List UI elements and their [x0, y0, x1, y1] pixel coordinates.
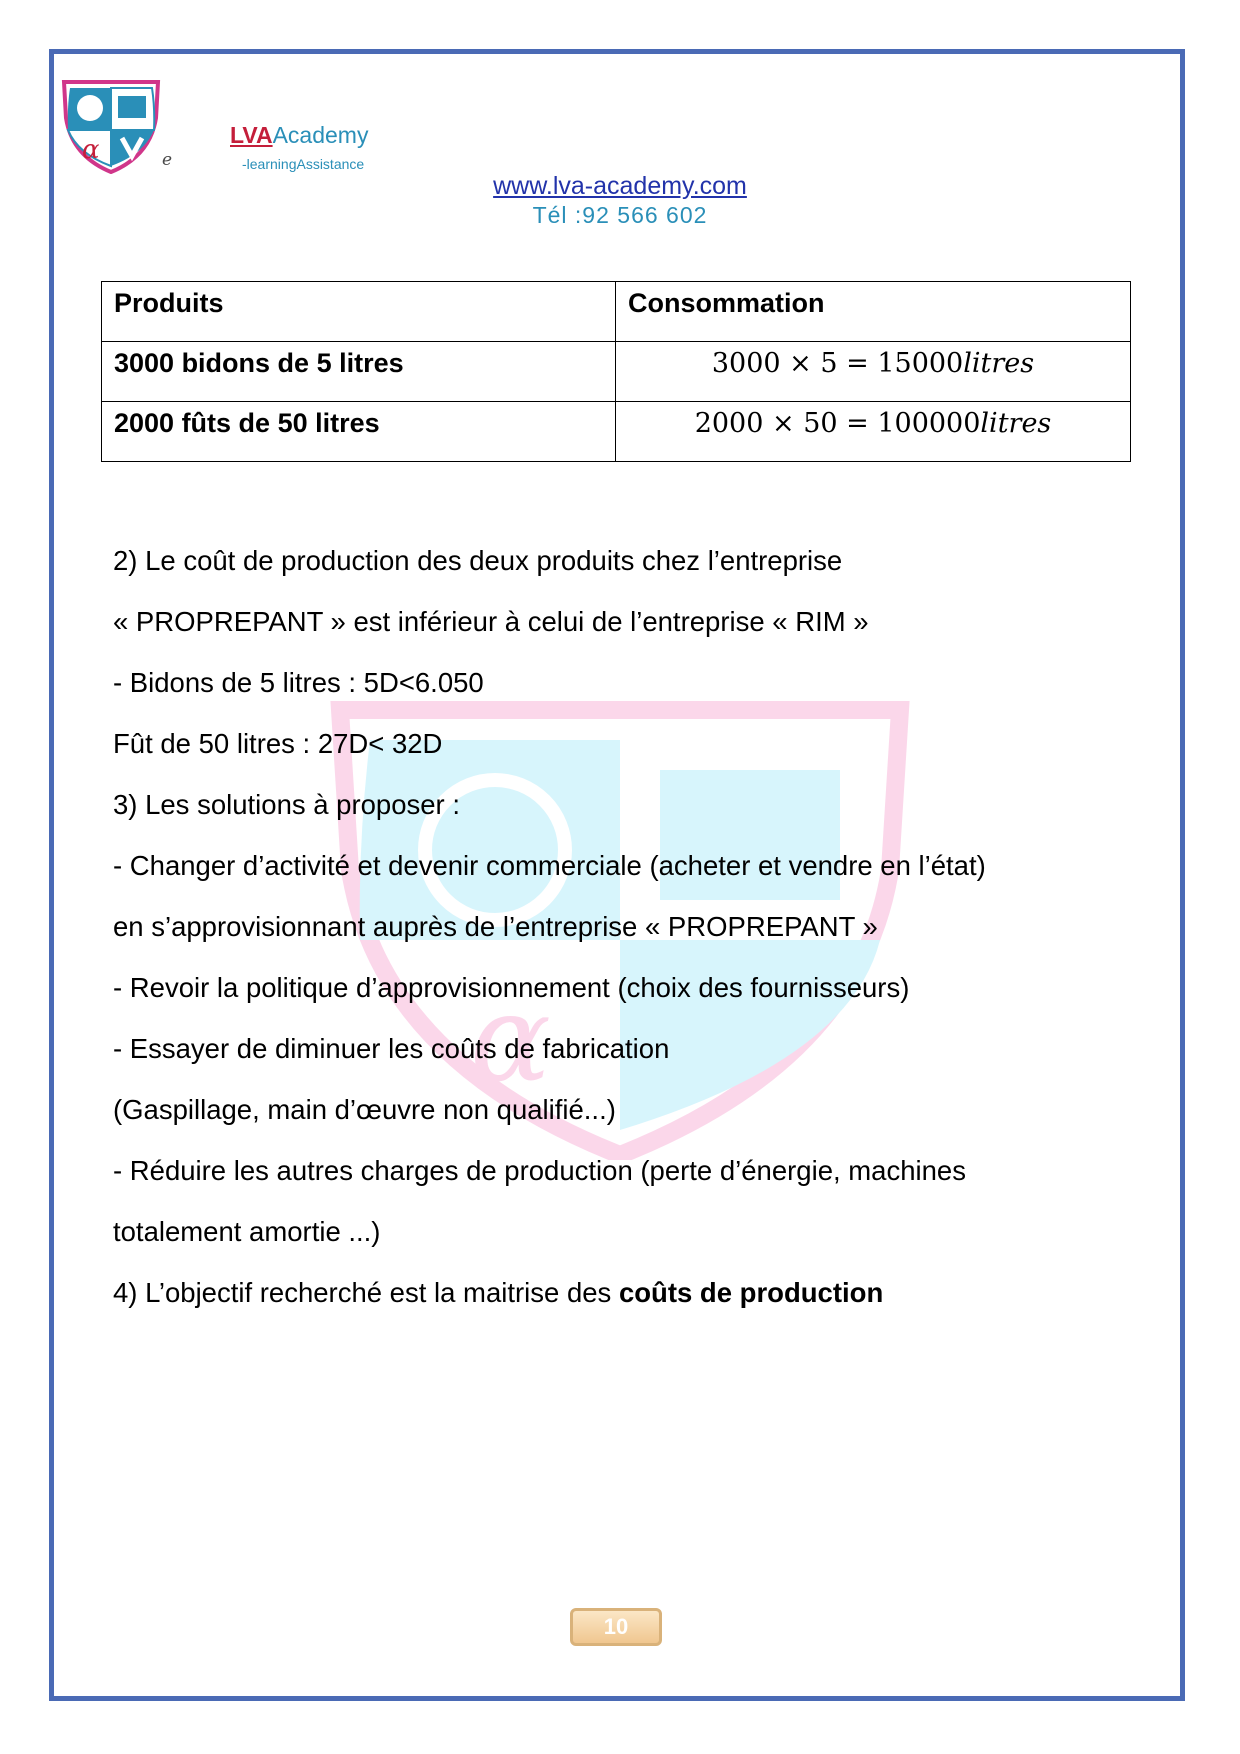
brand-academy: Academy [272, 122, 369, 148]
row-calculation [616, 342, 1131, 402]
conclusion-line [113, 1262, 1113, 1323]
conclusion-bold: coûts de production [618, 1277, 884, 1308]
text-line: 3) Les solutions à proposer : [113, 789, 460, 820]
text-line: - Réduire les autres charges de production (perte d’énergie, machines [113, 1155, 966, 1186]
brand-tagline: -learningAssistance [242, 156, 365, 172]
svg-text:α: α [82, 135, 100, 165]
text-line: - Bidons de 5 litres : 5D<6.050 [113, 667, 484, 698]
brand-lva: LVA [230, 122, 273, 148]
header-produits: Produits [102, 282, 616, 342]
page-number: 10 [570, 1608, 662, 1646]
text-line: - Changer d’activité et devenir commerciale (acheter et vendre en l’état) [113, 850, 986, 881]
text-line: - Revoir la politique d’approvisionnement (choix des fournisseurs) [113, 972, 910, 1003]
row-product: 3000 bidons de 5 litres [102, 342, 616, 402]
brand-name [230, 122, 368, 149]
text-line: (Gaspillage, main d’œuvre non qualifié...) [113, 1094, 616, 1125]
text-line: en s’approvisionnant auprès de l’entreprise « PROPREPANT » [113, 911, 878, 942]
elearning-e-letter: e [162, 150, 173, 170]
answer-text [113, 530, 1113, 1323]
text-line: - Essayer de diminuer les coûts de fabrication [113, 1033, 670, 1064]
text-line: totalement amortie ...) [113, 1216, 381, 1247]
header-consommation: Consommation [616, 282, 1131, 342]
academy-logo [56, 78, 166, 174]
table-header-row [102, 282, 1131, 342]
svg-text:α: α [470, 970, 552, 1109]
website-link[interactable]: www.lva-academy.com [493, 172, 747, 200]
calc-expression: 2000 × 50 = 100000 [694, 408, 981, 439]
consumption-table [101, 281, 1131, 462]
text-line: 2) Le coût de production des deux produits chez l’entreprise [113, 545, 843, 576]
row-product: 2000 fûts de 50 litres [102, 402, 616, 462]
calc-unit: litres [963, 348, 1035, 379]
calc-expression: 3000 × 5 = 15000 [711, 348, 964, 379]
text-line: Fût de 50 litres : 27D< 32D [113, 728, 443, 759]
table-row [102, 342, 1131, 402]
text-line: « PROPREPANT » est inférieur à celui de l’entreprise « RIM » [113, 606, 869, 637]
calc-unit: litres [980, 408, 1052, 439]
row-calculation [616, 402, 1131, 462]
conclusion-prefix: 4) L’objectif recherché est la maitrise des [113, 1277, 619, 1308]
table-row [102, 402, 1131, 462]
telephone: Tél :92 566 602 [532, 202, 708, 228]
